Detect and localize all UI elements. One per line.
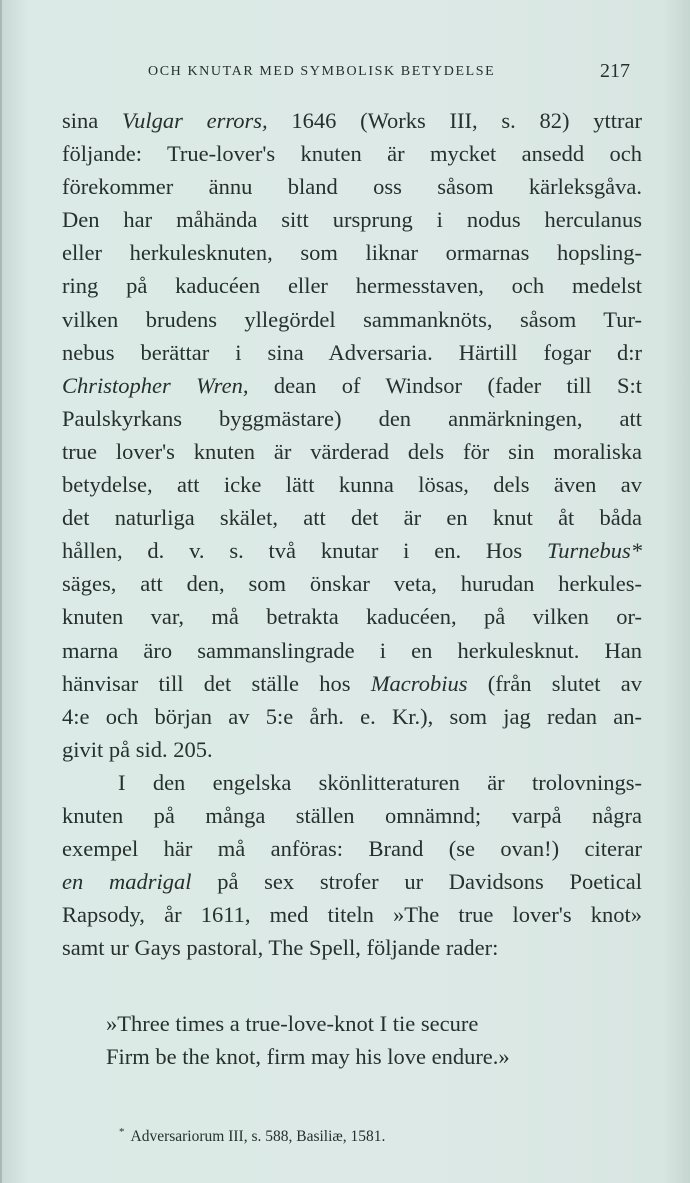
italic-text: Christopher Wren, [62, 372, 249, 398]
body-text [62, 104, 642, 964]
text-run: förekommer ännu bland oss såsom kärleksgåva. [62, 174, 642, 200]
text-run: på sex strofer ur Davidsons Poetical [191, 869, 643, 895]
text-run: vilken brudens yllegördel sammanknöts, såsom Tur- [62, 306, 642, 332]
text-line [62, 303, 642, 336]
text-run: 4:e och början av 5:e årh. e. Kr.), som jag redan an- [62, 703, 642, 729]
poem-line: »Three times a true-love-knot I tie secure [106, 1011, 479, 1036]
text-line [62, 799, 642, 832]
text-line [62, 203, 642, 236]
text-run: exempel här må anföras: Brand (se ovan!) citerar [62, 836, 642, 862]
footnote-text: Adversariorum III, s. 588, Basiliæ, 1581. [130, 1128, 386, 1146]
footnote-marker: * [119, 1126, 125, 1138]
text-run: Paulskyrkans byggmästare) den anmärkningen, att [62, 405, 642, 431]
text-line [62, 832, 642, 865]
text-run: I den engelska skönlitteraturen är trolovnings- [118, 769, 642, 795]
text-line [62, 137, 642, 170]
text-run: Den har måhända sitt ursprung i nodus herculanus [62, 207, 642, 233]
text-line [62, 336, 642, 369]
italic-text: Vulgar errors, [122, 108, 268, 133]
text-line [62, 104, 642, 137]
page-number: 217 [600, 60, 630, 82]
text-line [62, 600, 642, 633]
text-line [62, 865, 642, 898]
text-run: dean of Windsor (fader till S:t [248, 372, 642, 398]
text-line [62, 667, 642, 700]
text-run: knuten var, må betrakta kaducéen, på vilken or- [62, 604, 642, 630]
text-line [62, 269, 642, 302]
text-line [62, 534, 642, 567]
text-line [62, 766, 642, 799]
text-run: 1646 (Works III, s. 82) yttrar [267, 108, 642, 133]
text-run: givit på sid. 205. [62, 736, 213, 762]
text-run: (från slutet av [467, 670, 642, 696]
text-run: hänvisar till det ställe hos [62, 670, 371, 696]
poem-line: Firm be the knot, firm may his love endure.» [106, 1044, 510, 1069]
text-line [62, 369, 642, 402]
text-run: ring på kaducéen eller hermesstaven, och medelst [62, 273, 642, 299]
text-run: marna äro sammanslingrade i en herkulesknut. Han [62, 637, 642, 663]
text-run: säges, att den, som önskar veta, hurudan herkules- [62, 571, 642, 597]
text-line [62, 733, 642, 766]
text-run: nebus berättar i sina Adversaria. Härtill fogar d:r [62, 339, 642, 365]
text-run: betydelse, att icke lätt kunna lösas, dels även av [62, 472, 642, 498]
italic-text: en madrigal [62, 869, 192, 895]
text-run: sina [62, 108, 122, 133]
text-run: följande: True-lover's knuten är mycket ansedd och [62, 141, 642, 167]
italic-text: Macrobius [370, 670, 468, 696]
footnote [119, 1126, 385, 1146]
text-run: true lover's knuten är värderad dels för sin moraliska [62, 438, 642, 464]
text-run: knuten på många ställen omnämnd; varpå några [62, 802, 642, 828]
text-line [62, 435, 642, 468]
text-run: det naturliga skälet, att det är en knut åt båda [62, 505, 642, 531]
text-line [62, 898, 642, 931]
text-run: samt ur Gays pastoral, The Spell, följande rader: [62, 935, 499, 961]
italic-text: Turnebus* [546, 538, 642, 564]
text-line [62, 170, 642, 203]
running-head: OCH KNUTAR MED SYMBOLISK BETYDELSE [148, 64, 496, 79]
text-run: eller herkulesknuten, som liknar ormarnas hopsling- [62, 240, 642, 266]
text-line [62, 402, 642, 435]
text-line [62, 634, 642, 667]
text-line [62, 236, 642, 269]
text-line [62, 931, 642, 964]
text-line [62, 468, 642, 501]
poem-quote [106, 1007, 646, 1073]
text-line [62, 501, 642, 534]
text-line [62, 700, 642, 733]
text-run: Rapsody, år 1611, med titeln »The true lover's knot» [62, 902, 642, 928]
page-header [62, 60, 632, 90]
text-line [62, 567, 642, 600]
text-run: hållen, d. v. s. två knutar i en. Hos [62, 538, 547, 564]
